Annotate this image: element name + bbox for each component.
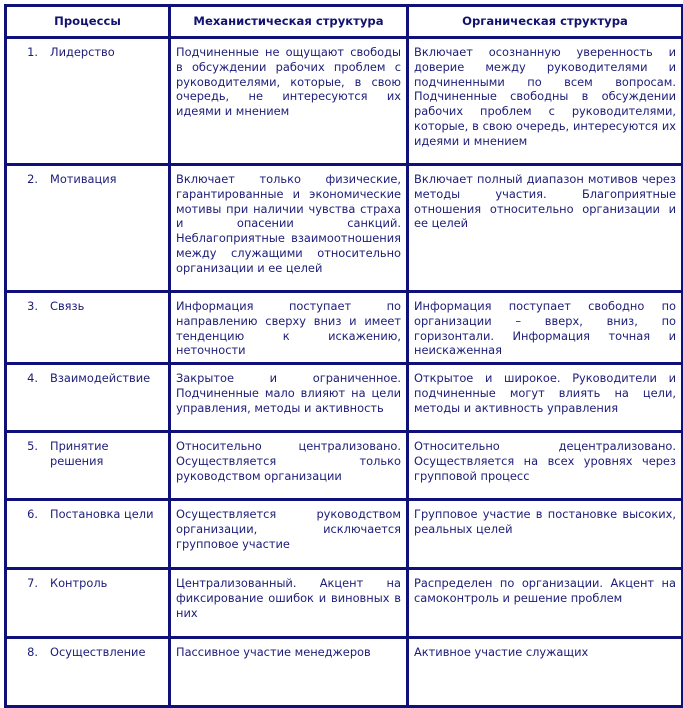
organic-cell: Относительно децентрализовано. Осуществляется на всех уровнях через групповой процесс xyxy=(408,432,683,500)
organic-cell: Открытое и широкое. Руководители и подчиненные могут влиять на цели, методы и активность управления xyxy=(408,364,683,432)
header-mechanistic: Механистическая структура xyxy=(170,6,408,38)
process-number: 5. xyxy=(27,439,38,454)
process-cell xyxy=(6,569,170,638)
process-cell xyxy=(6,292,170,364)
process-name: Лидерство xyxy=(50,45,115,59)
process-number: 2. xyxy=(27,172,38,186)
process-cell xyxy=(6,38,170,165)
mechanistic-cell: Включает только физические, гарантированные и экономические мотивы при наличии чувства страха и опасении санкций. Неблагоприятные взаимоотношения между служащими относительно организации и ее целей xyxy=(170,165,408,292)
document-page xyxy=(4,4,683,708)
table-row xyxy=(6,638,683,707)
process-name: Осуществление xyxy=(50,645,146,660)
mechanistic-cell: Осуществляется руководством организации, исключается групповое участие xyxy=(170,500,408,569)
organic-cell: Активное участие служащих xyxy=(408,638,683,707)
organic-cell: Включает полный диапазон мотивов через методы участия. Благоприятные отношения относительно организации и ее целей xyxy=(408,165,683,292)
process-number: 1. xyxy=(27,45,38,59)
mechanistic-cell: Подчиненные не ощущают свободы в обсуждении рабочих проблем с руководителями, которые, в свою очередь, не интересуются их идеями и мнением xyxy=(170,38,408,165)
organic-cell: Информация поступает свободно по организации – вверх, вниз, по горизонтали. Информация точная и неискаженная xyxy=(408,292,683,364)
table-row xyxy=(6,500,683,569)
process-name: Связь xyxy=(50,299,85,313)
mechanistic-cell: Централизованный. Акцент на фиксирование ошибок и виновных в них xyxy=(170,569,408,638)
table-row xyxy=(6,432,683,500)
table-row xyxy=(6,364,683,432)
process-name: Мотивация xyxy=(50,172,117,186)
table-row xyxy=(6,292,683,364)
mechanistic-cell: Закрытое и ограниченное. Подчиненные мало влияют на цели управления, методы и активность xyxy=(170,364,408,432)
mechanistic-cell: Информация поступает по направлению сверху вниз и имеет тенденцию к искажению, неточности xyxy=(170,292,408,364)
mechanistic-cell: Относительно централизовано. Осуществляется только руководством организации xyxy=(170,432,408,500)
process-number: 4. xyxy=(27,371,38,386)
mechanistic-cell: Пассивное участие менеджеров xyxy=(170,638,408,707)
table-row xyxy=(6,165,683,292)
process-number: 8. xyxy=(27,645,38,660)
process-number: 7. xyxy=(27,576,38,591)
header-organic: Органическая структура xyxy=(408,6,683,38)
organic-cell: Включает осознанную уверенность и доверие между руководителями и подчиненными по всем вопросам. Подчиненные свободны в обсуждении рабочих проблем с руководителями, которые, в свою очередь, интересуются их идеями и мнением xyxy=(408,38,683,165)
process-cell xyxy=(6,432,170,500)
process-name: Взаимодействие xyxy=(50,371,151,386)
process-name: Принятие решения xyxy=(50,439,109,468)
organic-cell: Групповое участие в постановке высоких, реальных целей xyxy=(408,500,683,569)
process-number: 3. xyxy=(27,299,38,313)
table-row xyxy=(6,38,683,165)
process-number: 6. xyxy=(27,507,38,522)
process-name: Контроль xyxy=(50,576,108,591)
organic-cell: Распределен по организации. Акцент на самоконтроль и решение проблем xyxy=(408,569,683,638)
comparison-table xyxy=(4,4,683,708)
process-cell xyxy=(6,500,170,569)
header-processes: Процессы xyxy=(6,6,170,38)
table-header-row xyxy=(6,6,683,38)
process-cell xyxy=(6,165,170,292)
table-row xyxy=(6,569,683,638)
process-cell xyxy=(6,364,170,432)
process-name: Постановка цели xyxy=(50,507,154,522)
process-cell xyxy=(6,638,170,707)
